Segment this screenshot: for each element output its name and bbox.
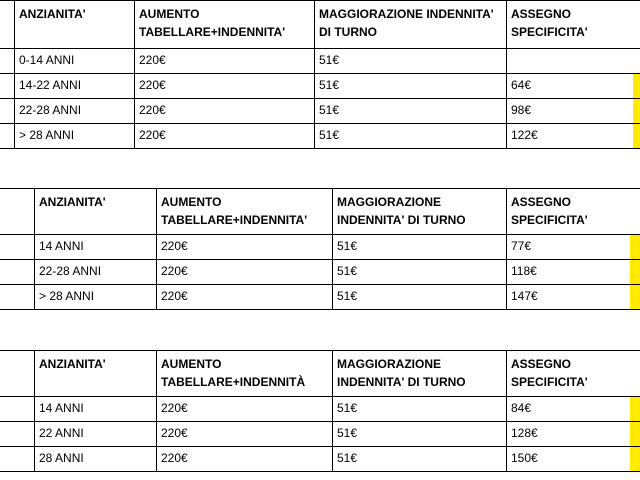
table-2-cell: 22-28 ANNI xyxy=(39,264,102,278)
grid-line-horizontal xyxy=(0,98,640,99)
grid-line-vertical xyxy=(156,188,157,309)
table-2-cell: 51€ xyxy=(337,239,358,253)
table-1 xyxy=(0,0,640,149)
grid-line-horizontal xyxy=(0,350,640,351)
table-3-header: ANZIANITA' xyxy=(39,357,106,371)
table-3-cell: 220€ xyxy=(161,401,188,415)
table-3-cell: 51€ xyxy=(337,401,358,415)
table-1-cell: 14-22 ANNI xyxy=(19,78,82,92)
table-3-cell: 28 ANNI xyxy=(39,451,84,465)
highlight-strip xyxy=(633,74,640,98)
table-1-cell: 98€ xyxy=(511,103,532,117)
highlight-strip xyxy=(630,447,640,471)
table-3-header: AUMENTO xyxy=(161,357,222,371)
table-2 xyxy=(0,188,640,310)
table-3-cell: 84€ xyxy=(511,401,532,415)
table-2-cell: 220€ xyxy=(161,264,188,278)
grid-line-vertical xyxy=(506,188,507,309)
grid-line-horizontal xyxy=(0,446,640,447)
table-2-header: MAGGIORAZIONE xyxy=(337,195,441,209)
table-1-cell: 220€ xyxy=(139,103,166,117)
table-1-cell: 51€ xyxy=(319,103,340,117)
table-3-header: SPECIFICITA' xyxy=(511,375,588,389)
grid-line-horizontal xyxy=(0,259,640,260)
table-3-header: TABELLARE+INDENNITÀ xyxy=(161,375,306,389)
table-3-cell: 51€ xyxy=(337,426,358,440)
table-1-header: AUMENTO xyxy=(139,7,200,21)
grid-line-horizontal xyxy=(0,421,640,422)
table-2-header: ASSEGNO xyxy=(511,195,572,209)
table-1-cell: 122€ xyxy=(511,128,538,142)
table-2-cell: 220€ xyxy=(161,289,188,303)
grid-line-horizontal xyxy=(0,188,640,189)
grid-line-vertical xyxy=(134,0,135,148)
table-2-header: SPECIFICITA' xyxy=(511,213,588,227)
grid-line-vertical xyxy=(314,0,315,148)
table-3-cell: 22 ANNI xyxy=(39,426,84,440)
grid-line-horizontal xyxy=(0,48,640,49)
table-3-cell: 51€ xyxy=(337,451,358,465)
grid-line-vertical xyxy=(34,188,35,309)
grid-line-horizontal xyxy=(0,284,640,285)
highlight-strip xyxy=(630,260,640,284)
table-1-cell: 0-14 ANNI xyxy=(19,53,75,67)
table-2-cell: 14 ANNI xyxy=(39,239,84,253)
grid-line-vertical xyxy=(332,188,333,309)
grid-line-vertical xyxy=(506,350,507,471)
table-1-header: DI TURNO xyxy=(319,25,377,39)
table-3-cell: 150€ xyxy=(511,451,538,465)
table-2-cell: 51€ xyxy=(337,264,358,278)
table-1-header: ASSEGNO xyxy=(511,7,572,21)
table-1-cell: > 28 ANNI xyxy=(19,128,75,142)
table-2-cell: > 28 ANNI xyxy=(39,289,95,303)
table-1-cell: 64€ xyxy=(511,78,532,92)
table-2-cell: 51€ xyxy=(337,289,358,303)
table-3-cell: 220€ xyxy=(161,426,188,440)
grid-line-horizontal xyxy=(0,148,640,149)
table-1-cell: 220€ xyxy=(139,128,166,142)
table-1-header: SPECIFICITA' xyxy=(511,25,588,39)
table-3-header: INDENNITA' DI TURNO xyxy=(337,375,466,389)
table-2-header: ANZIANITA' xyxy=(39,195,106,209)
table-1-cell: 22-28 ANNI xyxy=(19,103,82,117)
highlight-strip xyxy=(633,99,640,123)
table-3 xyxy=(0,350,640,472)
table-3-cell: 220€ xyxy=(161,451,188,465)
table-1-header: TABELLARE+INDENNITA' xyxy=(139,25,286,39)
grid-line-vertical xyxy=(506,0,507,148)
grid-line-vertical xyxy=(34,350,35,471)
table-3-header: ASSEGNO xyxy=(511,357,572,371)
grid-line-horizontal xyxy=(0,123,640,124)
grid-line-horizontal xyxy=(0,234,640,235)
grid-line-horizontal xyxy=(0,471,640,472)
table-3-cell: 14 ANNI xyxy=(39,401,84,415)
table-1-cell: 51€ xyxy=(319,78,340,92)
highlight-strip xyxy=(630,285,640,309)
table-2-header: INDENNITA' DI TURNO xyxy=(337,213,466,227)
highlight-strip xyxy=(633,124,640,148)
table-2-header: TABELLARE+INDENNITA' xyxy=(161,213,308,227)
grid-line-horizontal xyxy=(0,396,640,397)
highlight-strip xyxy=(630,235,640,259)
table-2-cell: 147€ xyxy=(511,289,538,303)
table-1-cell: 51€ xyxy=(319,53,340,67)
grid-line-horizontal xyxy=(0,309,640,310)
table-2-cell: 220€ xyxy=(161,239,188,253)
grid-line-horizontal xyxy=(0,73,640,74)
grid-line-vertical xyxy=(332,350,333,471)
table-2-cell: 77€ xyxy=(511,239,532,253)
table-1-header: ANZIANITA' xyxy=(19,7,86,21)
table-3-cell: 128€ xyxy=(511,426,538,440)
table-1-header: MAGGIORAZIONE INDENNITA' xyxy=(319,7,494,21)
grid-line-vertical xyxy=(156,350,157,471)
highlight-strip xyxy=(630,422,640,446)
table-2-header: AUMENTO xyxy=(161,195,222,209)
table-3-header: MAGGIORAZIONE xyxy=(337,357,441,371)
grid-line-horizontal xyxy=(0,0,640,1)
table-1-cell: 51€ xyxy=(319,128,340,142)
table-2-cell: 118€ xyxy=(511,264,537,278)
table-1-cell: 220€ xyxy=(139,53,166,67)
grid-line-vertical xyxy=(14,0,15,148)
highlight-strip xyxy=(630,397,640,421)
table-1-cell: 220€ xyxy=(139,78,166,92)
